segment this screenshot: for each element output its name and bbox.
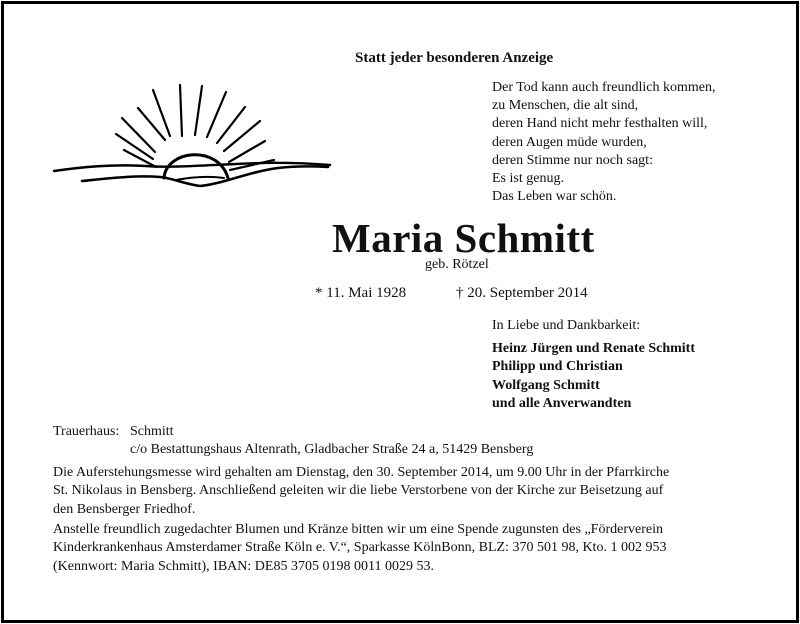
poem-line: zu Menschen, die alt sind, [492,98,639,114]
trauerhaus-address: c/o Bestattungshaus Altenrath, Gladbacher Straße 24 a, 51429 Bensberg [130,442,534,457]
service-line: St. Nikolaus in Bensberg. Anschließend geleiten wir die liebe Verstorbene von der Kirche zur Beisetzung auf [53,483,664,499]
birth-date: * 11. Mai 1928 [315,285,407,301]
poem [492,79,715,206]
poem-line: deren Stimme nur noch sagt: [492,152,653,168]
trauerhaus-name: Schmitt [130,424,174,439]
mourners-intro: In Liebe und Dankbarkeit: [492,318,641,333]
service-line: den Bensberger Friedhof. [53,501,196,517]
mourner-name: Wolfgang Schmitt [492,377,600,393]
donation-line: (Kennwort: Maria Schmitt), IBAN: DE85 3705 0198 0011 0029 53. [53,558,434,574]
mourner-name: Philipp und Christian [492,359,623,375]
service-line: Die Auferstehungsmesse wird gehalten am Dienstag, den 30. September 2014, um 9.00 Uhr in der Pfarrkirche [53,465,670,480]
service-paragraph [53,464,669,519]
donation-paragraph [53,521,666,576]
poem-line: Der Tod kann auch freundlich kommen, [492,80,716,95]
poem-line: deren Hand nicht mehr festhalten will, [492,116,708,132]
death-date: † 20. September 2014 [456,285,588,301]
rising-sun-icon [52,80,334,192]
donation-line: Anstelle freundlich zugedachter Blumen und Kränze bitten wir um eine Spende zugunsten des „Förderverein [53,522,663,537]
donation-line: Kinderkrankenhaus Amsterdamer Straße Köln e. V.“, Sparkasse KölnBonn, BLZ: 370 501 98, Kto. 1 002 953 [53,540,667,556]
notice-header: Statt jeder besonderen Anzeige [355,50,554,66]
trauerhaus-label: Trauerhaus: [53,424,120,439]
maiden-name: geb. Rötzel [425,257,489,272]
mourners-list [492,340,695,414]
mourner-name: und alle Anverwandten [492,396,632,412]
mourner-name: Heinz Jürgen und Renate Schmitt [492,341,695,356]
poem-line: Das Leben war schön. [492,189,617,205]
poem-line: Es ist genug. [492,171,564,187]
deceased-name: Maria Schmitt [332,215,595,261]
poem-line: deren Augen müde wurden, [492,134,647,150]
